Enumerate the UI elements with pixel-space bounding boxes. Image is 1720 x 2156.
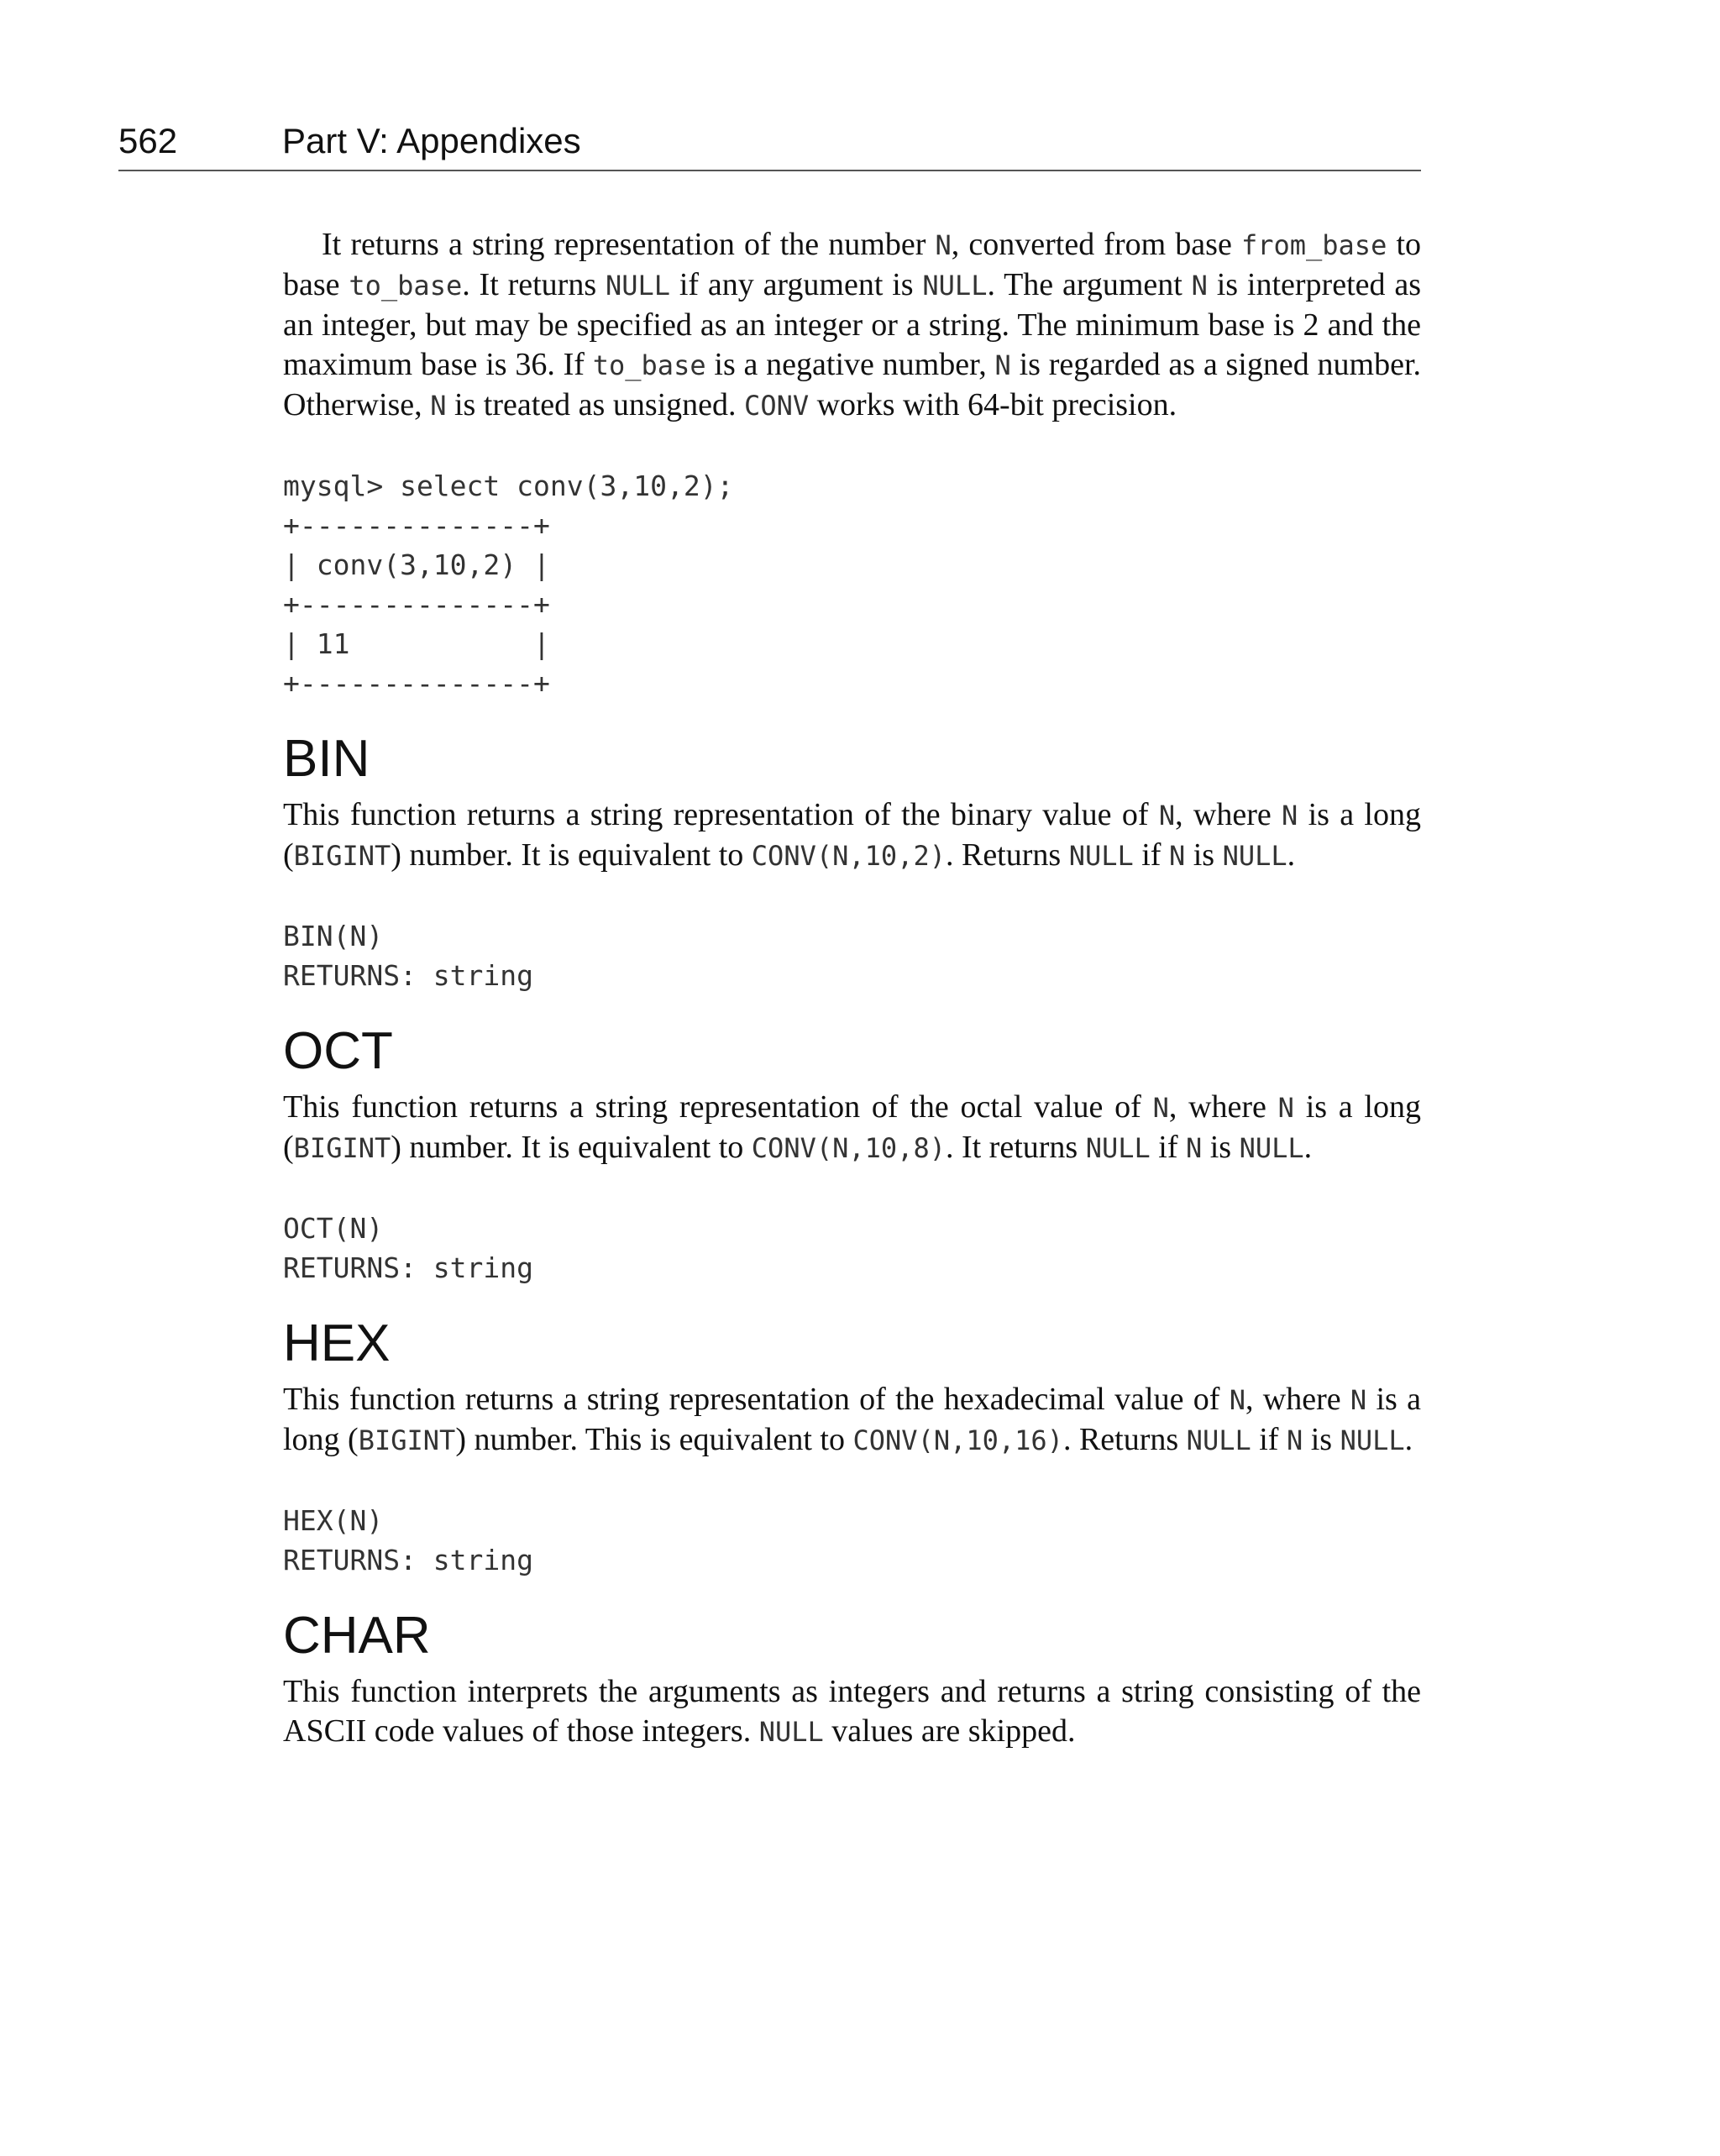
bin-description: This function returns a string representation of the binary value of N, where N is a long (BIGINT) number. It is equivalent to CONV(N,10,2). Returns NULL if N is NULL. bbox=[283, 797, 1421, 873]
hex-description: This function returns a string representation of the hexadecimal value of N, where N is a long (BIGINT) number. This is equivalent to CONV(N,10,16). Returns NULL if N is NULL. bbox=[283, 1382, 1421, 1457]
section-heading-oct: OCT bbox=[283, 1022, 393, 1080]
oct-signature-code: OCT(N) RETURNS: string bbox=[283, 1212, 534, 1284]
page-header bbox=[118, 118, 1421, 171]
oct-description: This function returns a string representation of the octal value of N, where N is a long (BIGINT) number. It is equivalent to CONV(N,10,8). It returns NULL if N is NULL. bbox=[283, 1089, 1421, 1165]
page-number: 562 bbox=[118, 121, 178, 160]
char-description: This function interprets the arguments as integers and returns a string consisting of the ASCII code values of those integers. NULL values are skipped. bbox=[283, 1674, 1421, 1749]
conv-example-code: mysql> select conv(3,10,2); +--------------+ | conv(3,10,2) | +--------------+ | 11 | +--------------+ bbox=[283, 469, 734, 700]
hex-signature-code: HEX(N) RETURNS: string bbox=[283, 1504, 534, 1576]
running-head: Part V: Appendixes bbox=[282, 121, 581, 160]
conv-description: It returns a string representation of the number N, converted from base from_base to base to_base. It returns NULL if any argument is NULL. The argument N is interpreted as an integer, but may be specified as an integer or a string. The minimum base is 2 and the maximum base is 36. If to_base is a negative number, N is regarded as a signed number. Otherwise, N is treated as unsigned. CONV works with 64-bit precision. bbox=[283, 227, 1422, 422]
bin-signature-code: BIN(N) RETURNS: string bbox=[283, 920, 534, 992]
section-heading-hex: HEX bbox=[283, 1314, 391, 1372]
section-heading-bin: BIN bbox=[283, 730, 370, 788]
page-body bbox=[283, 225, 1421, 1752]
section-heading-char: CHAR bbox=[283, 1607, 431, 1665]
